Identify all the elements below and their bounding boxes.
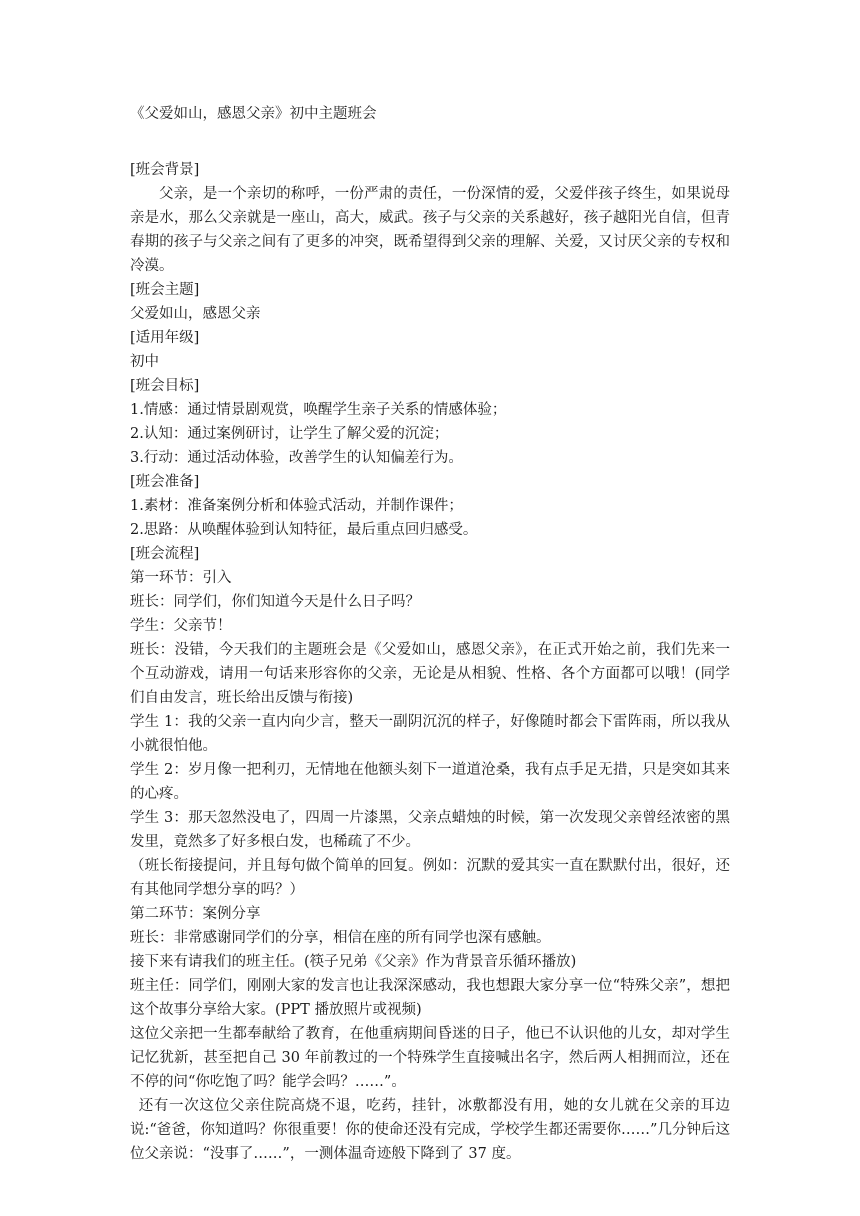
section-heading-background: [班会背景] [130,162,200,178]
section-heading-theme: [班会主题] [130,282,200,298]
dialogue-line: 班长：同学们，你们知道今天是什么日子吗？ [130,594,420,610]
process-step-heading: 第一环节：引入 [130,570,232,586]
process-step-heading: 第二环节：案例分享 [130,906,261,922]
section-heading-grade: [适用年级] [130,330,200,346]
preparation-item: 1.素材：准备案例分析和体验式活动，并制作课件； [130,498,463,514]
document-body [130,104,730,1166]
theme-text: 父爱如山，感恩父亲 [130,306,261,322]
document-title: 《父爱如山，感恩父亲》初中主题班会 [130,106,377,122]
dialogue-line: 学生 2：岁月像一把利刃，无情地在他额头刻下一道道沧桑，我有点手足无措，只是突如其来的心疼。 [130,762,730,802]
goal-item: 2.认知：通过案例研讨，让学生了解父爱的沉淀； [130,426,449,442]
stage-note: （班长衔接提问，并且每句做个简单的回复。例如：沉默的爱其实一直在默默付出，很好，还有其他同学想分享的吗？） [130,858,730,898]
dialogue-line: 学生 3：那天忽然没电了，四周一片漆黑，父亲点蜡烛的时候，第一次发现父亲曾经浓密的黑发里，竟然多了好多根白发，也稀疏了不少。 [130,810,730,850]
section-heading-process: [班会流程] [130,546,200,562]
preparation-item: 2.思路：从唤醒体验到认知特征，最后重点回归感受。 [130,522,478,538]
grade-text: 初中 [130,354,159,370]
section-heading-goals: [班会目标] [130,378,200,394]
story-paragraph: 还有一次这位父亲住院高烧不退，吃药，挂针，冰敷都没有用，她的女儿就在父亲的耳边说:“爸爸，你知道吗？你很重要！你的使命还没有完成，学校学生都还需要你……”几分钟后这位父亲说：“没事了……”，一测体温奇迹般下降到了 37 度。 [130,1098,730,1162]
dialogue-line: 班主任：同学们，刚刚大家的发言也让我深深感动，我也想跟大家分享一位“特殊父亲”，想把这个故事分享给大家。(PPT 播放照片或视频) [130,978,730,1018]
background-paragraph: 父亲，是一个亲切的称呼，一份严肃的责任，一份深情的爱，父爱伴孩子终生，如果说母亲是水，那么父亲就是一座山，高大，威武。孩子与父亲的关系越好，孩子越阳光自信，但青春期的孩子与父亲之间有了更多的冲突，既希望得到父亲的理解、关爱，又讨厌父亲的专权和冷漠。 [130,186,730,274]
story-paragraph: 这位父亲把一生都奉献给了教育，在他重病期间昏迷的日子，他已不认识他的儿女，却对学生记忆犹新，甚至把自己 30 年前教过的一个特殊学生直接喊出名字，然后两人相拥而泣，还在不停的问“你吃饱了吗？能学会吗？……”。 [130,1026,730,1090]
goal-item: 3.行动：通过活动体验，改善学生的认知偏差行为。 [130,450,463,466]
dialogue-line: 学生 1：我的父亲一直内向少言，整天一副阴沉沉的样子，好像随时都会下雷阵雨，所以我从小就很怕他。 [130,714,730,754]
section-heading-preparation: [班会准备] [130,474,200,490]
dialogue-line: 班长：非常感谢同学们的分享，相信在座的所有同学也深有感触。 [130,930,551,946]
dialogue-line: 班长：没错，今天我们的主题班会是《父爱如山，感恩父亲》，在正式开始之前，我们先来一个互动游戏，请用一句话来形容你的父亲，无论是从相貌、性格、各个方面都可以哦！(同学们自由发言，班长给出反馈与衔接) [130,642,730,706]
dialogue-line: 接下来有请我们的班主任。(筷子兄弟《父亲》作为背景音乐循环播放) [130,954,577,970]
goal-item: 1.情感：通过情景剧观赏，唤醒学生亲子关系的情感体验； [130,402,507,418]
dialogue-line: 学生：父亲节！ [130,618,232,634]
